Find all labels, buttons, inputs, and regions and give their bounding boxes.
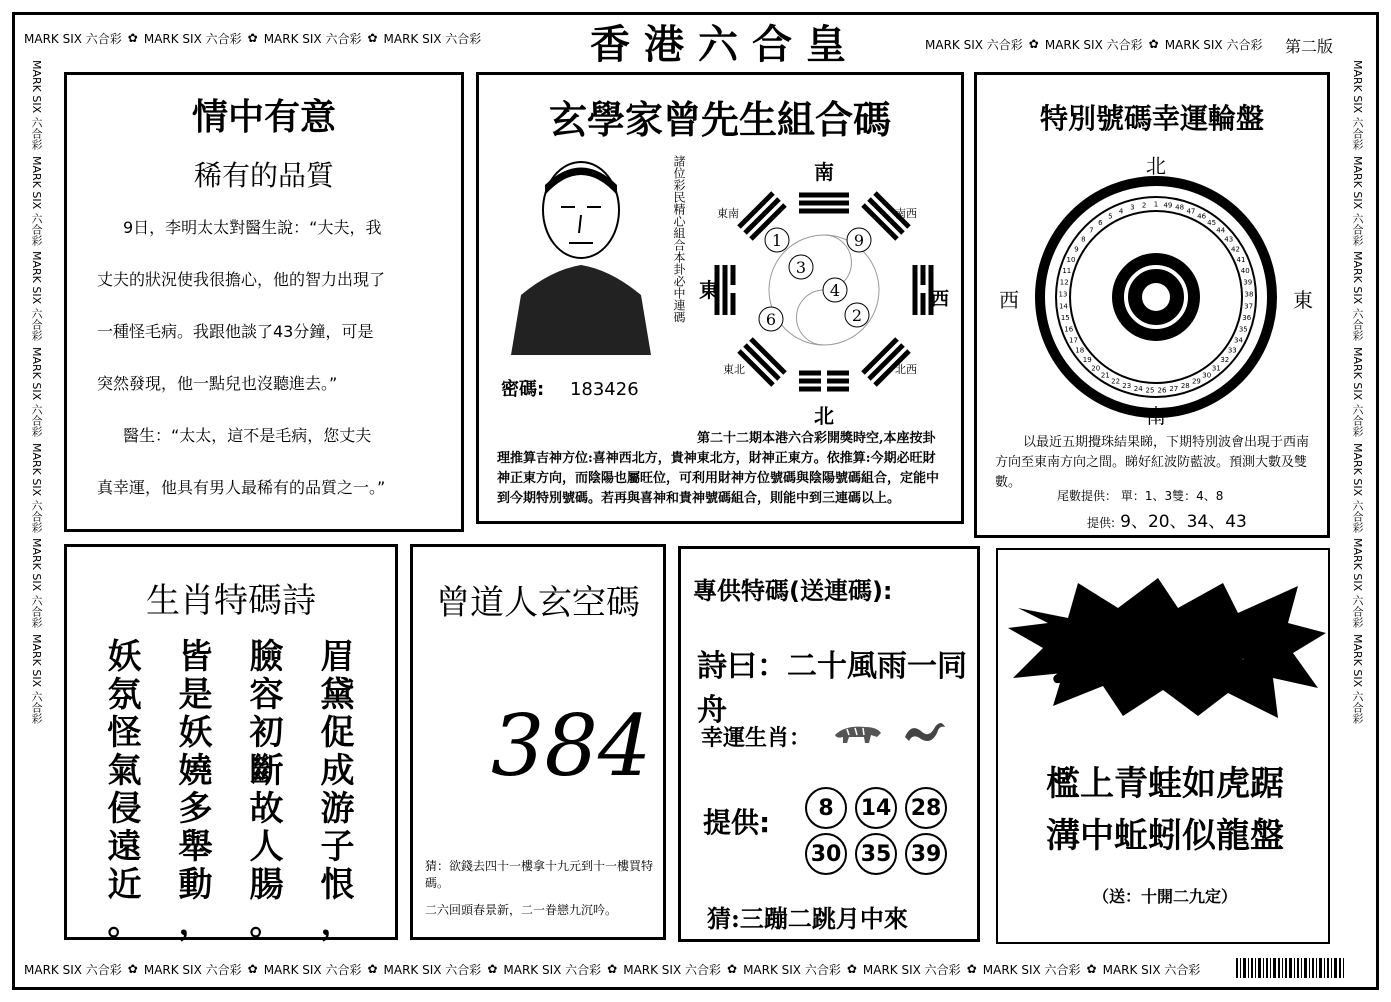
poem-char: 怪	[107, 713, 142, 753]
poem-char: 人	[249, 827, 284, 867]
story-line: 丈夫的狀況使我很擔心，他的智力出現了	[97, 270, 386, 289]
wheel-number: 38	[1244, 290, 1254, 299]
poem-char: 成	[320, 751, 355, 791]
brand-text: MARK SIX 六合彩	[1351, 346, 1364, 437]
poem-char: 游	[320, 789, 355, 829]
wheel-number: 39	[1243, 278, 1253, 287]
wheel-number: 34	[1234, 336, 1243, 345]
poem-char: 眉	[320, 637, 355, 677]
wheel-north: 北	[1146, 155, 1166, 178]
number-ball: 35	[855, 833, 897, 875]
wheel-number: 26	[1157, 386, 1167, 395]
wheel-number: 41	[1236, 255, 1246, 264]
poem-char: 舉	[178, 827, 213, 867]
section-wheel	[974, 72, 1330, 538]
xuankong-riddle-2: 二六回頭春景新，二一眷戀九沉吟。	[425, 903, 618, 917]
section-special	[678, 546, 980, 942]
wheel-number: 45	[1207, 219, 1217, 227]
brand-text: MARK SIX 六合彩	[30, 60, 43, 150]
poem-char: 妖	[107, 637, 142, 677]
brand-text: MARK SIX 六合彩	[30, 633, 43, 724]
wheel-number: 25	[1145, 386, 1155, 395]
wheel-number: 22	[1111, 377, 1121, 386]
dir-south: 南	[814, 160, 834, 184]
wheel-number: 6	[1098, 219, 1103, 227]
brand-strip-right	[1345, 60, 1365, 940]
combination-text: 第二十二期本港六合彩開獎時空,本座按卦理推算吉神方位:喜神西北方，貴神東北方，財神正東方。依推算:今期必旺財神正東方向，而陰陽也屬旺位，可利用財神方位號碼與陰陽號碼組合，定能中到今期特別號碼。若再與喜神和貴神號碼組合，則能中到三連碼以上。	[497, 431, 940, 506]
lucky-zodiac-label: 幸運生肖：	[701, 725, 812, 751]
brand-text: MARK SIX 六合彩	[1351, 60, 1364, 150]
dir-ne: 東北	[723, 363, 745, 376]
brand-text: MARK SIX 六合彩	[263, 31, 362, 46]
section-zodiac-poem	[64, 544, 398, 943]
wheel-number: 44	[1216, 226, 1226, 235]
brand-text: MARK SIX 六合彩	[1351, 538, 1364, 628]
story-line: 9日，李明太太對醫生說：“大夫，我	[123, 218, 382, 237]
password-value: 183426	[569, 379, 639, 400]
brand-text: MARK SIX 六合彩	[143, 962, 242, 977]
story-line: 真幸運，他具有男人最稀有的品質之一。”	[97, 478, 386, 497]
brand-strip-top-right: MARK SIX 六合彩 ✿ MARK SIX 六合彩 ✿ MARK SIX 六合彩	[925, 37, 1263, 52]
handwritten-number: 384	[491, 697, 652, 795]
special-guess: 猜:三蹦二跳月中來	[707, 904, 908, 933]
wheel-number: 10	[1066, 255, 1076, 264]
number-ball: 28	[905, 787, 947, 829]
dir-north: 北	[814, 404, 834, 425]
wheel-number: 15	[1060, 314, 1070, 323]
trigram-number: 2	[851, 306, 863, 325]
wheel-number: 9	[1074, 245, 1079, 254]
story-line: 突然發現，他一點兒也沒聽進去。”	[97, 374, 338, 393]
wheel-number: 23	[1122, 381, 1132, 390]
wheel-number: 4	[1118, 207, 1124, 216]
poem-char: 多	[178, 789, 213, 829]
xuankong-title: 曾道人玄空碼	[436, 583, 640, 623]
password-row	[501, 375, 639, 401]
wheel-number: 36	[1242, 314, 1252, 323]
brand-text: MARK SIX 六合彩	[30, 155, 43, 246]
brand-text: MARK SIX 六合彩	[1102, 962, 1201, 977]
wheel-provide-value: 9、20、34、43	[1120, 512, 1247, 532]
wheel-number: 42	[1231, 245, 1240, 254]
brand-text: MARK SIX 六合彩	[30, 538, 43, 628]
wheel-south: 南	[1146, 404, 1166, 425]
number-ball: 8	[805, 787, 847, 829]
wheel-number: 31	[1211, 364, 1221, 373]
wheel-number: 48	[1175, 203, 1185, 212]
dir-east: 東	[699, 278, 719, 302]
poem-char: 黛	[320, 675, 355, 715]
special-poem: 詩曰：二十風雨一同舟	[697, 649, 967, 728]
wheel-number: 1	[1153, 200, 1159, 209]
wheel-text: 以最近五期攪珠結果睇，下期特別波會出現于西南方向至東南方向之間。睇好紅波防藍波。預測大數及雙數。	[995, 435, 1310, 490]
wheel-number: 47	[1186, 207, 1196, 216]
poem-char: 恨	[320, 865, 355, 905]
wheel-provide-label: 提供:	[1087, 516, 1116, 530]
combination-title: 玄學家曾先生組合碼	[548, 98, 891, 142]
wheel-provide-row	[1087, 507, 1247, 532]
brand-text: MARK SIX 六合彩	[743, 962, 841, 977]
wheel-number: 35	[1238, 325, 1248, 334]
brand-text: MARK SIX 六合彩	[503, 962, 602, 977]
secret-line-1: 檻上青蛙如虎踞	[1046, 764, 1284, 804]
number-ball: 14	[855, 787, 897, 829]
poem-char: ，	[178, 903, 213, 943]
wheel-number: 40	[1240, 267, 1250, 275]
brand-text: MARK SIX 六合彩	[862, 962, 961, 977]
poem-char: 臉	[249, 637, 284, 677]
wheel-number: 20	[1091, 364, 1101, 373]
brand-text: MARK SIX 六合彩	[623, 962, 721, 977]
dir-sw: 南西	[895, 207, 917, 220]
dir-se: 東南	[717, 207, 739, 220]
wheel-number: 32	[1220, 356, 1230, 364]
poem-char: 故	[249, 789, 284, 829]
poem-column	[250, 638, 284, 942]
bagua-diagram	[699, 155, 949, 425]
portrait-image	[501, 155, 661, 355]
wheel-number: 11	[1062, 267, 1072, 275]
wheel-number: 12	[1059, 278, 1069, 287]
xuankong-riddle-1: 猜：欲錢去四十一樓拿十九元到十一樓買特碼。	[425, 859, 654, 890]
poem-char: 容	[249, 675, 284, 715]
trigram-number: 6	[765, 310, 777, 329]
password-label: 密碼:	[501, 379, 545, 400]
poem-char: 皆	[178, 637, 213, 677]
brand-text: MARK SIX 六合彩	[982, 962, 1081, 977]
trigram-number: 3	[795, 258, 807, 277]
story-body	[67, 194, 461, 514]
section-combination	[476, 72, 964, 524]
wheel-east: 東	[1293, 288, 1313, 312]
story-subtitle: 稀有的品質	[193, 159, 334, 192]
poem-char: 是	[178, 675, 213, 715]
tiger-icon	[831, 719, 885, 747]
brand-text: MARK SIX 六合彩	[1164, 37, 1263, 52]
tail-value: 單：1、3雙：4、8	[1120, 489, 1224, 503]
wheel-number: 46	[1197, 212, 1207, 221]
poem-char: 促	[320, 713, 355, 753]
special-numbers	[801, 785, 971, 877]
wheel-number: 49	[1163, 201, 1173, 210]
poem-char: 子	[320, 827, 355, 867]
wheel-number: 13	[1058, 290, 1068, 299]
poem-char: 氣	[107, 751, 142, 791]
wheel-number: 30	[1202, 371, 1212, 380]
brand-text: MARK SIX 六合彩	[1351, 442, 1364, 533]
poem-char: 侵	[107, 789, 142, 829]
poem-char: 腸	[249, 865, 284, 905]
masthead: 香港六合皇	[590, 21, 860, 68]
wheel-west: 西	[999, 288, 1019, 312]
dir-west: 西	[931, 289, 949, 310]
wheel-number: 3	[1130, 203, 1135, 212]
secret-title: 馬會通密	[1052, 625, 1277, 693]
wheel-number: 14	[1058, 302, 1068, 311]
brand-text: MARK SIX 六合彩	[1351, 251, 1364, 341]
poem-column	[179, 638, 213, 942]
special-provide-label: 提供:	[703, 806, 771, 839]
brand-text: MARK SIX 六合彩	[263, 962, 362, 977]
wheel-number: 19	[1082, 356, 1092, 364]
wheel-number: 37	[1244, 302, 1254, 311]
dir-nw: 北西	[895, 363, 917, 376]
brand-text: MARK SIX 六合彩	[383, 31, 482, 46]
wheel-number: 24	[1133, 384, 1143, 393]
poem-char: 氛	[107, 675, 142, 715]
wheel-number: 27	[1169, 384, 1179, 393]
story-line: 一種怪毛病。我跟他談了43分鐘，可是	[97, 322, 374, 341]
secret-note: （送：十開二九定）	[1092, 887, 1237, 906]
brand-text: MARK SIX 六合彩	[30, 251, 43, 341]
wheel-tail-row	[1057, 487, 1223, 504]
poem-char: 動	[178, 865, 213, 905]
brand-text: MARK SIX 六合彩	[30, 442, 43, 533]
brand-text: MARK SIX 六合彩	[1351, 155, 1364, 246]
zodiac-poem-title: 生肖特碼詩	[146, 581, 316, 621]
wheel-number: 2	[1141, 201, 1147, 210]
wheel-number: 7	[1089, 226, 1094, 235]
poem-column	[108, 638, 142, 942]
secret-line-2: 溝中蚯蚓似龍盤	[1046, 816, 1284, 856]
brand-text: MARK SIX 六合彩	[24, 31, 122, 46]
wheel-number: 33	[1227, 346, 1237, 355]
brand-text: MARK SIX 六合彩	[383, 962, 482, 977]
poem-column	[321, 638, 355, 942]
trigram-number: 1	[771, 231, 783, 250]
combination-vertical-note: 諸位彩民精心組合本卦必中連碼	[672, 155, 686, 323]
wheel-number: 21	[1100, 371, 1110, 380]
poem-char: 近	[107, 865, 142, 905]
brand-strip-top-left: MARK SIX 六合彩 ✿ MARK SIX 六合彩 ✿ MARK SIX 六合彩 ✿ MARK SIX 六合彩	[24, 31, 482, 46]
section-xuankong	[410, 544, 666, 940]
brand-strip-bottom: MARK SIX 六合彩 ✿ MARK SIX 六合彩 ✿ MARK SIX 六合彩 ✿ MARK SIX 六合彩 ✿ MARK SIX 六合彩 ✿ MARK SIX 六合彩 ✿ MARK SIX 六合彩 ✿ MARK SIX 六合彩 ✿ MARK SIX 六合彩 ✿ MARK SIX 六合彩	[24, 962, 1201, 977]
wheel-number: 18	[1075, 346, 1085, 355]
brand-text: MARK SIX 六合彩	[925, 37, 1023, 52]
wheel-number: 17	[1069, 336, 1078, 345]
wheel-number: 5	[1108, 212, 1113, 221]
wheel-title: 特別號碼幸運輪盤	[1039, 102, 1264, 135]
wheel-number: 29	[1191, 377, 1201, 386]
poem-char: 。	[249, 903, 284, 943]
section-story	[64, 72, 464, 532]
wheel-number: 16	[1064, 325, 1074, 334]
brand-text: MARK SIX 六合彩	[1044, 37, 1143, 52]
wheel-number: 8	[1081, 235, 1086, 244]
wheel-number: 43	[1224, 235, 1234, 244]
brand-text: MARK SIX 六合彩	[30, 346, 43, 437]
story-title: 情中有意	[191, 97, 336, 138]
poem-char: 嬈	[178, 751, 213, 791]
number-ball: 30	[805, 833, 847, 875]
story-line: 醫生：“太太，這不是毛病，您丈夫	[123, 426, 372, 445]
number-ball: 39	[905, 833, 947, 875]
edition-label: 第二版	[1285, 37, 1334, 56]
brand-text: MARK SIX 六合彩	[143, 31, 242, 46]
lucky-wheel	[993, 155, 1319, 425]
brand-text: MARK SIX 六合彩	[1351, 633, 1364, 724]
special-title: 專供特碼(送連碼):	[693, 577, 893, 605]
poem-char: ，	[320, 903, 355, 943]
poem-char: 妖	[178, 713, 213, 753]
zodiac-poem-body	[67, 638, 395, 942]
barcode	[1236, 958, 1346, 984]
poem-char: 。	[107, 903, 142, 943]
wheel-number: 28	[1180, 381, 1190, 390]
poem-char: 遠	[107, 827, 142, 867]
poem-char: 斷	[249, 751, 284, 791]
dragon-icon	[901, 717, 947, 747]
brand-strip-left	[24, 60, 44, 940]
trigram-number: 4	[829, 281, 841, 300]
trigram-number: 9	[853, 231, 865, 250]
brand-text: MARK SIX 六合彩	[24, 962, 122, 977]
poem-char: 初	[249, 713, 284, 753]
tail-label: 尾數提供：	[1057, 489, 1118, 503]
